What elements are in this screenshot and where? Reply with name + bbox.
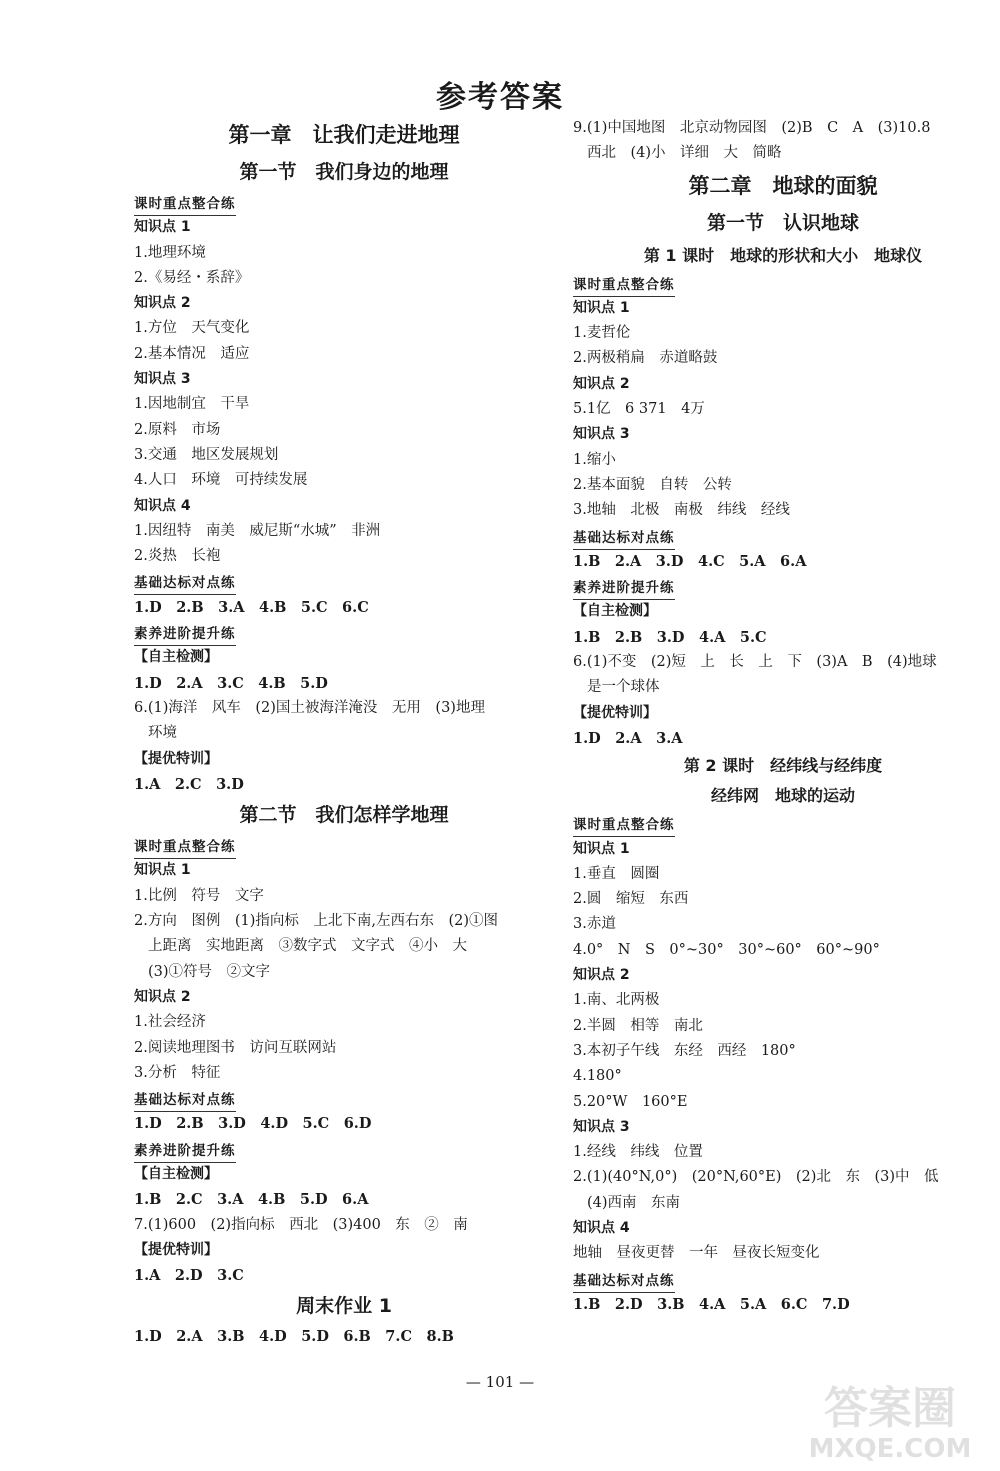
exercise-group-label: 基础达标对点练 <box>134 572 236 595</box>
exercise-group-label: 课时重点整合练 <box>573 814 675 837</box>
answer-line: 1.经线 纬线 位置 <box>573 1144 703 1161</box>
exercise-group-heading <box>573 271 993 296</box>
knowledge-point-label: 知识点 1 <box>134 862 191 879</box>
answer-line: 3.分析 特征 <box>134 1064 221 1081</box>
answer-line: 2.(1)(40°N,0°) (20°N,60°E) (2)北 东 (3)中 低 <box>573 1169 939 1186</box>
answer-line: 6.(1)海洋 风车 (2)国土被海洋淹没 无用 (3)地理 <box>134 699 485 716</box>
bracket-subheading: 【提优特训】 <box>573 704 657 721</box>
answer-line: 1.比例 符号 文字 <box>134 887 264 904</box>
knowledge-point-label: 知识点 4 <box>573 1219 630 1236</box>
knowledge-point-label: 知识点 2 <box>573 967 630 984</box>
answer-line: 2.方向 图例 (1)指向标 上北下南,左西右东 (2)①图 <box>134 913 499 930</box>
answer-line-continued: 环境 <box>148 725 177 742</box>
answer-line: 4.人口 环境 可持续发展 <box>134 472 308 489</box>
answer-line: 2.炎热 长袍 <box>134 548 221 565</box>
exercise-group-label: 素养进阶提升练 <box>573 577 675 600</box>
answer-line: 1.方位 天气变化 <box>134 320 250 337</box>
exercise-group-heading <box>573 574 993 599</box>
knowledge-point-label: 知识点 2 <box>134 295 191 312</box>
chapter-heading: 第二章 地球的面貌 <box>688 173 878 198</box>
answer-line: 1.社会经济 <box>134 1014 206 1031</box>
answer-line: 2.阅读地理图书 访问互联网站 <box>134 1039 337 1056</box>
section-heading: 第二节 我们怎样学地理 <box>239 804 449 827</box>
exercise-group-label: 课时重点整合练 <box>134 836 236 859</box>
choice-answers: 1.B 2.C 3.A 4.B 5.D 6.A <box>134 1191 369 1209</box>
answer-line-continued: (4)西南 东南 <box>587 1194 681 1211</box>
answer-line: 1.因地制宜 干旱 <box>134 396 250 413</box>
choice-answers: 1.A 2.C 3.D <box>134 775 244 793</box>
answer-line: 3.赤道 <box>573 916 616 933</box>
exercise-group-heading <box>134 620 554 645</box>
choice-answers: 1.D 2.A 3.B 4.D 5.D 6.B 7.C 8.B <box>134 1328 454 1346</box>
exercise-group-label: 课时重点整合练 <box>573 274 675 297</box>
answer-line: 2.圆 缩短 东西 <box>573 891 689 908</box>
exercise-group-heading <box>573 811 993 836</box>
bracket-subheading: 【自主检测】 <box>573 603 657 620</box>
answer-line: 5.20°W 160°E <box>573 1093 688 1110</box>
exercise-group-label: 基础达标对点练 <box>573 527 675 550</box>
answer-line-continued: 西北 (4)小 详细 大 简略 <box>587 145 782 162</box>
answer-line: 1.缩小 <box>573 451 616 468</box>
answer-line-continued: (3)①符号 ②文字 <box>148 963 271 980</box>
knowledge-point-label: 知识点 1 <box>573 299 630 316</box>
exercise-group-heading <box>134 1137 554 1162</box>
answer-line: 2.基本情况 适应 <box>134 345 250 362</box>
answer-line: 2.两极稍扁 赤道略鼓 <box>573 350 718 367</box>
answer-line: 3.交通 地区发展规划 <box>134 446 279 463</box>
exercise-group-heading <box>573 1267 993 1292</box>
lesson-heading: 第 2 课时 经纬线与经纬度 <box>683 756 883 776</box>
knowledge-point-label: 知识点 3 <box>573 426 630 443</box>
section-heading: 第一节 我们身边的地理 <box>239 161 449 183</box>
exercise-group-label: 素养进阶提升练 <box>134 623 236 646</box>
answer-line: 4.0° N S 0°~30° 30°~60° 60°~90° <box>573 941 880 958</box>
knowledge-point-label: 知识点 1 <box>134 219 191 236</box>
knowledge-point-label: 知识点 2 <box>134 988 191 1005</box>
exercise-group-label: 基础达标对点练 <box>573 1270 675 1293</box>
exercise-group-heading <box>134 569 554 594</box>
answer-line: 地轴 昼夜更替 一年 昼夜长短变化 <box>573 1245 820 1262</box>
section-heading: 第一节 认识地球 <box>706 211 859 234</box>
knowledge-point-label: 知识点 2 <box>573 375 630 392</box>
bracket-subheading: 【提优特训】 <box>134 750 218 767</box>
choice-answers: 1.D 2.A 3.C 4.B 5.D <box>134 674 328 692</box>
knowledge-point-label: 知识点 3 <box>573 1118 630 1135</box>
answer-line: 2.基本面貌 自转 公转 <box>573 476 732 493</box>
watermark-url: MXQE.COM <box>808 1434 972 1464</box>
answer-line: 1.地理环境 <box>134 244 206 261</box>
answer-line: 3.地轴 北极 南极 纬线 经线 <box>573 502 790 519</box>
page-title: 参考答案 <box>436 80 564 115</box>
exercise-group-label: 素养进阶提升练 <box>134 1140 236 1163</box>
answer-line: 6.(1)不变 (2)短 上 长 上 下 (3)A B (4)地球 <box>573 654 937 671</box>
choice-answers: 1.D 2.A 3.A <box>573 729 683 747</box>
knowledge-point-label: 知识点 4 <box>134 497 191 514</box>
exercise-group-label: 基础达标对点练 <box>134 1089 236 1112</box>
exercise-group-heading <box>134 833 554 858</box>
answer-line: 2.《易经・系辞》 <box>134 269 250 286</box>
answer-line: 1.麦哲伦 <box>573 325 631 342</box>
choice-answers: 1.A 2.D 3.C <box>134 1267 244 1285</box>
answer-line: 1.垂直 圆圈 <box>573 865 660 882</box>
chapter-heading: 第一章 让我们走进地理 <box>228 123 460 147</box>
answer-line-continued: 是一个球体 <box>587 679 660 696</box>
choice-answers: 1.B 2.B 3.D 4.A 5.C <box>573 628 767 646</box>
lesson-heading: 经纬网 地球的运动 <box>710 786 855 806</box>
answer-line: 1.因纽特 南美 威尼斯“水城” 非洲 <box>134 522 381 539</box>
answer-line: 7.(1)600 (2)指向标 西北 (3)400 东 ② 南 <box>134 1216 468 1233</box>
lesson-heading: 第 1 课时 地球的形状和大小 地球仪 <box>643 245 923 265</box>
right-column <box>573 116 993 1317</box>
answer-line: 5.1亿 6 371 4万 <box>573 401 705 418</box>
exercise-group-label: 课时重点整合练 <box>134 193 236 216</box>
choice-answers: 1.D 2.B 3.D 4.D 5.C 6.D <box>134 1115 372 1133</box>
answer-line: 4.180° <box>573 1068 622 1085</box>
choice-answers: 1.B 2.D 3.B 4.A 5.A 6.C 7.D <box>573 1295 850 1313</box>
left-column <box>134 116 554 1350</box>
bracket-subheading: 【提优特训】 <box>134 1241 218 1258</box>
exercise-group-heading <box>573 524 993 549</box>
answer-line: 9.(1)中国地图 北京动物园图 (2)B C A (3)10.8 <box>573 120 931 136</box>
answer-line: 1.南、北两极 <box>573 992 660 1009</box>
answer-line-continued: 上距离 实地距离 ③数字式 文字式 ④小 大 <box>148 938 467 955</box>
bracket-subheading: 【自主检测】 <box>134 649 218 666</box>
answer-line: 2.原料 市场 <box>134 421 221 438</box>
knowledge-point-label: 知识点 1 <box>573 840 630 857</box>
choice-answers: 1.D 2.B 3.A 4.B 5.C 6.C <box>134 598 369 616</box>
answer-line: 3.本初子午线 东经 西经 180° <box>573 1042 796 1059</box>
watermark-text: 答案圈 <box>824 1383 956 1434</box>
knowledge-point-label: 知识点 3 <box>134 371 191 388</box>
bracket-subheading: 【自主检测】 <box>134 1165 218 1182</box>
watermark-logo <box>790 1371 990 1465</box>
choice-answers: 1.B 2.A 3.D 4.C 5.A 6.A <box>573 552 807 570</box>
section-heading: 周末作业 1 <box>296 1295 392 1318</box>
exercise-group-heading <box>134 190 554 215</box>
answer-line: 2.半圆 相等 南北 <box>573 1017 703 1034</box>
page-number: — 101 — <box>465 1373 535 1391</box>
exercise-group-heading <box>134 1086 554 1111</box>
